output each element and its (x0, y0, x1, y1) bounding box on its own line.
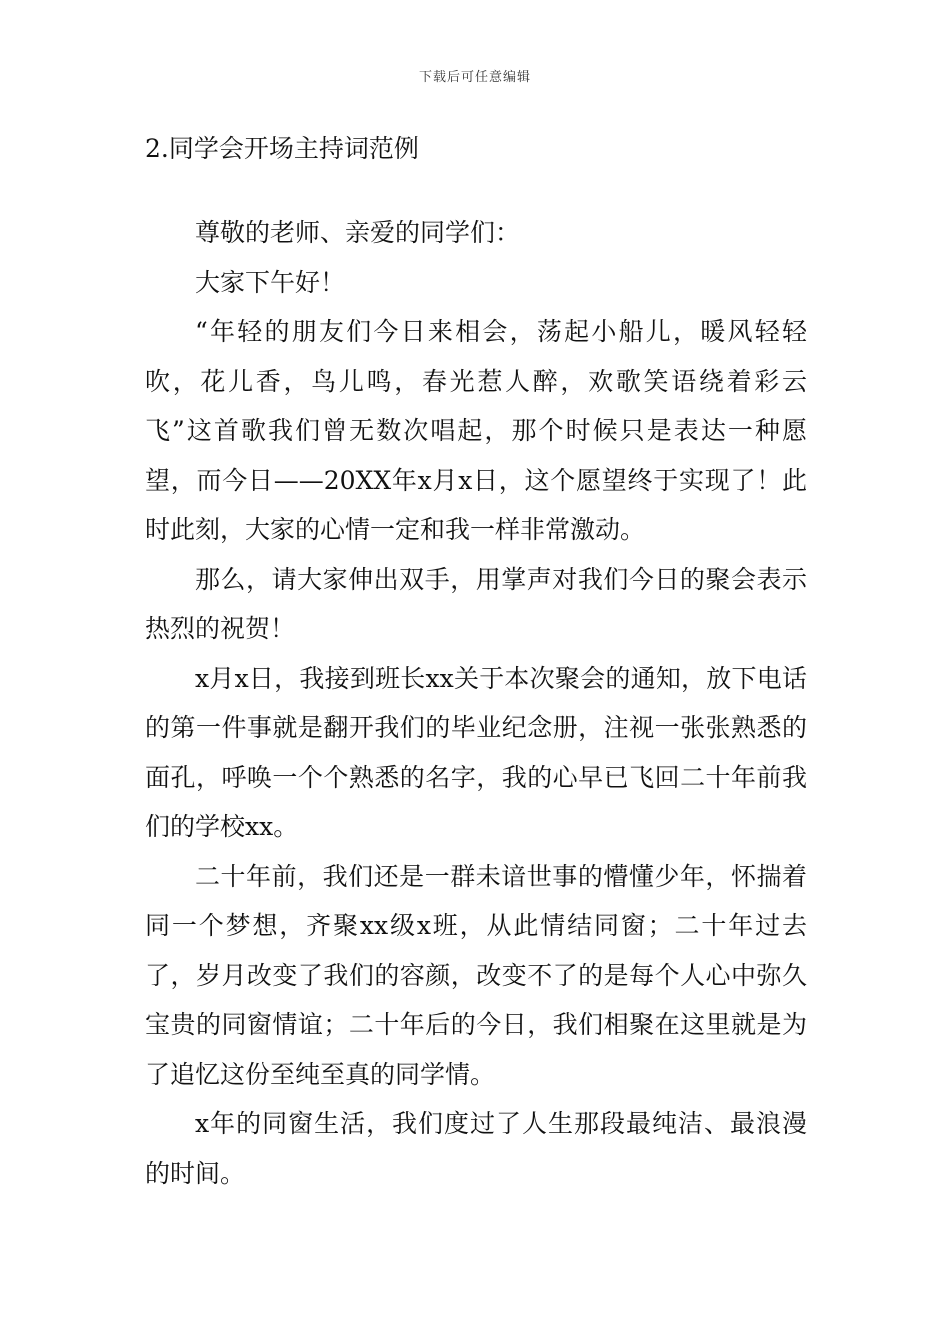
page-header-note: 下载后可任意编辑 (418, 70, 531, 85)
body-paragraph: “年轻的朋友们今日来相会，荡起小船儿，暖风轻轻吹，花儿香，鸟儿鸣，春光惹人醉，欢歌笑语绕着彩云飞”这首歌我们曾无数次唱起，那个时候只是表达一种愿望，而今日——20XX年x月x日，这个愿望终于实现了！此时此刻，大家的心情一定和我一样非常激动。 (145, 317, 807, 544)
greeting-paragraph: 大家下午好！ (195, 267, 346, 297)
body-paragraph: x月x日，我接到班长xx关于本次聚会的通知，放下电话的第一件事就是翻开我们的毕业纪念册，注视一张张熟悉的面孔，呼唤一个个熟悉的名字，我的心早已飞回二十年前我们的学校xx。 (145, 663, 807, 841)
body-paragraph: 那么，请大家伸出双手，用掌声对我们今日的聚会表示热烈的祝贺！ (145, 564, 807, 643)
salutation-paragraph: 尊敬的老师、亲爱的同学们： (195, 218, 521, 247)
body-paragraph: x年的同窗生活，我们度过了人生那段最纯洁、最浪漫的时间。 (145, 1109, 807, 1188)
body-paragraph: 二十年前，我们还是一群未谙世事的懵懂少年，怀揣着同一个梦想，齐聚xx级x班，从此情结同窗；二十年过去了，岁月改变了我们的容颜，改变不了的是每个人心中弥久宝贵的同窗情谊；二十年后的今日，我们相聚在这里就是为了追忆这份至纯至真的同学情。 (145, 861, 807, 1089)
document-body (145, 208, 807, 1198)
document-title: 2.同学会开场主持词范例 (145, 134, 419, 163)
